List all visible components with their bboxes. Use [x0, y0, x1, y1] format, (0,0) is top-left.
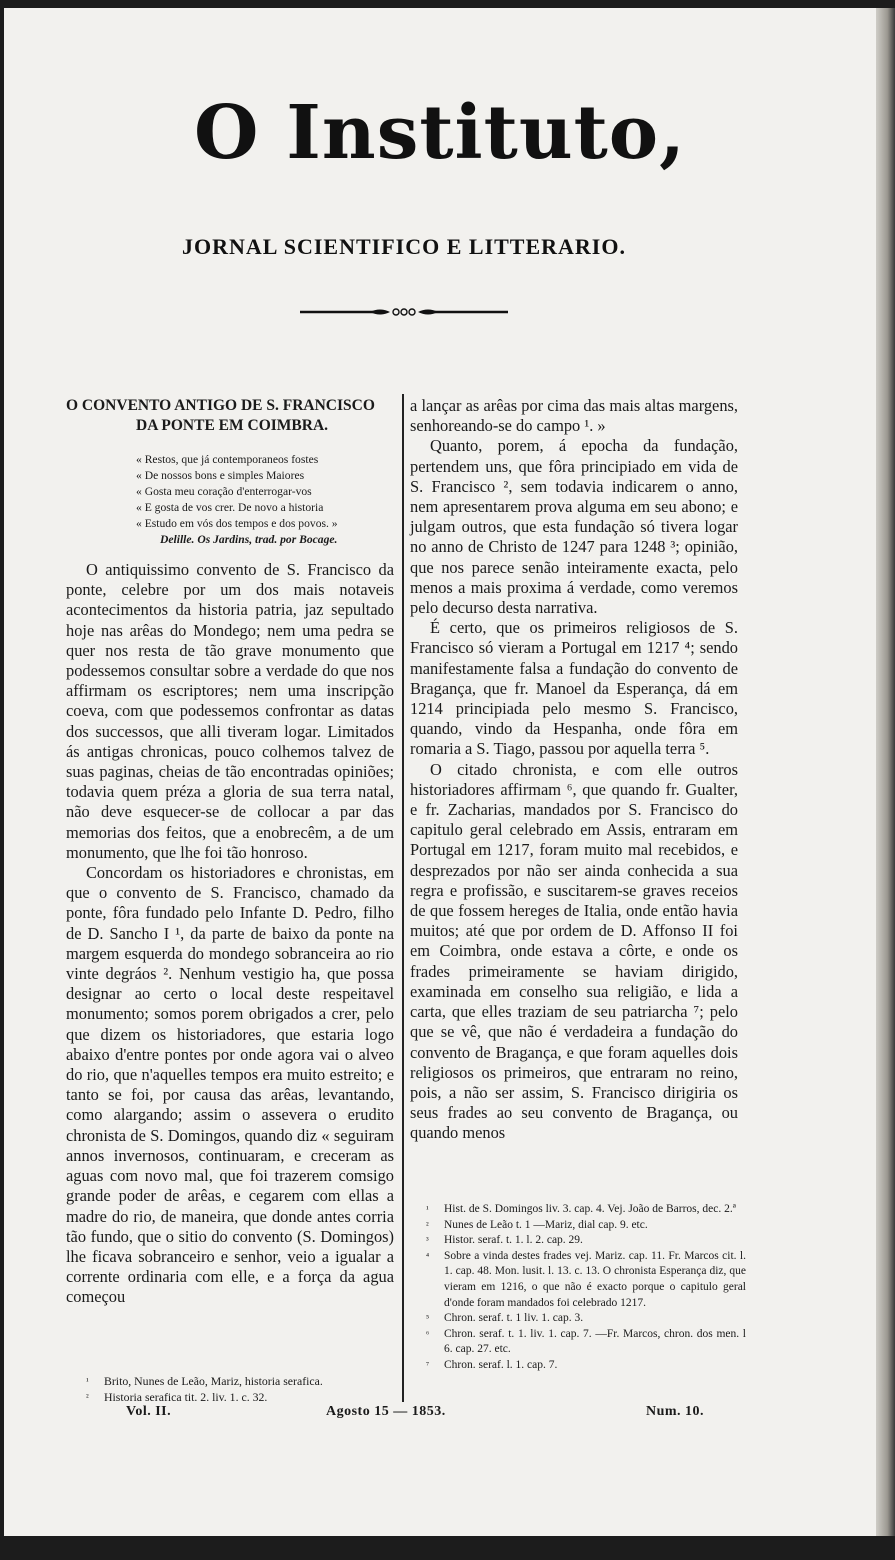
paragraph: Quanto, porem, á epocha da fundação, pertendem uns, que fôra principiado em vida de S. Francisco ², sem todavia indicarem o anno, nem apresentarem prova alguma em seu abono; e julgam outros, que esta fundação só tivera logar no anno de Christo de 1247 para 1248 ³; opinião, que nos parece senão inteiramente exacta, pelo menos a mais proxima á verdade, como veremos pelo decurso desta narrativa. — [410, 436, 738, 618]
footnote-text: Hist. de S. Domingos liv. 3. cap. 4. Vej. João de Barros, dec. 2.ª — [444, 1203, 736, 1215]
footnote — [426, 1202, 746, 1218]
epigraph-attribution: Delille. Os Jardins, trad. por Bocage. — [160, 533, 338, 546]
footnote — [426, 1358, 746, 1374]
footnote — [426, 1327, 746, 1358]
paragraph: Concordam os historiadores e chronistas, em que o convento de S. Francisco, chamado da ponte, fôra fundado pelo Infante D. Pedro, filho de D. Sancho I ¹, da parte de baixo da ponte na margem esquerda do mondego sobranceira ao rio vinte degráos ². Nenhum vestigio ha, que possa designar ao certo o local deste respeitavel monumento; somos porem obrigados a crer, pelo que dizem os historiadores, que estaria logo abaixo d'entre pontes por onde agora vai o alveo do rio, que n'aquelles tempos era muito estreito; e tanto se foi, por causa das arêas, levantando, como alargando; assim o assevera o erudito chronista de S. Domingos, quando diz « seguiram annos invernosos, continuaram, e creceram as aguas com novo mal, que foi trazerem comsigo grande poder de arêas, e cegarem com ellas a madre do rio, de maneira, que donde antes corria tão fundo, que o sitio do convento (S. Domingos) lhe ficava sobranceiro e senhor, veio a igualar a corrente ordinaria com elle, e a força da agua começou — [66, 863, 394, 1307]
footnote-text: Nunes de Leão t. 1 —Mariz, dial cap. 9. etc. — [444, 1218, 648, 1231]
column-rule — [402, 394, 404, 1402]
footnote — [86, 1374, 406, 1390]
footnote-number: ² — [86, 1391, 89, 1402]
article-title — [66, 396, 394, 436]
footnote-number: ⁶ — [426, 1328, 430, 1339]
footnote-number: ⁵ — [426, 1313, 430, 1324]
epigraph-line: « E gosta de vos crer. De novo a historia — [136, 501, 324, 514]
footnote-number: ⁴ — [426, 1250, 430, 1261]
footnotes-right — [426, 1202, 746, 1374]
footnote-number: ¹ — [426, 1204, 429, 1214]
footnote-text: Sobre a vinda destes frades vej. Mariz. cap. 11. Fr. Marcos cit. l. 1. cap. 48. Mon. lusit. l. 13. c. 13. O chronista Esperança diz, que vieram em 1216, o que não é exacto porque o capitulo geral d'onde foram mandados foi celebrado 1217. — [444, 1249, 746, 1309]
ornament-divider-icon — [300, 306, 508, 318]
epigraph-line: « Estudo em vós dos tempos e dos povos. » — [136, 517, 338, 530]
footnote-number: ¹ — [86, 1376, 89, 1386]
paragraph: É certo, que os primeiros religiosos de S. Francisco só vieram a Portugal em 1217 ⁴; sendo manifestamente falsa a fundação do convento de Bragança, que fr. Manoel da Esperança, dá em 1214 principiada pelo mesmo S. Francisco, quando, vindo da Hespanha, onde fôra em romaria a S. Tiago, passou por aquella terra ⁵. — [410, 618, 738, 759]
footnote — [426, 1311, 746, 1327]
footnote-text: Chron. seraf. t. 1 liv. 1. cap. 3. — [444, 1312, 584, 1325]
masthead-subtitle: JORNAL SCIENTIFICO E LITTERARIO. — [182, 234, 626, 259]
footnote-number: ³ — [426, 1235, 429, 1246]
footnote-text: Brito, Nunes de Leão, Mariz, historia serafica. — [104, 1374, 323, 1388]
paragraph: O citado chronista, e com elle outros historiadores affirmam ⁶, que quando fr. Gualter, e fr. Zacharias, mandados por S. Francisco do capitulo geral celebrado em Assis, entraram em Portugal em 1217, foram muito mal recebidos, e desprezados por não ser ainda conhecida a sua regra e profissão, e suscitarem-se graves receios de que fossem hereges de Italia, onde então havia muitos; até que por ordem de D. Affonso II foi em Coimbra, onde estava a côrte, e onde os frades primeiramente se haviam dirigido, examinada em conselho sua religião, e lida a carta, que elles traziam de seu patriarcha ⁷; pelo que se vê, que não é verdadeira a fundação do convento de Bragança, e que foram aquelles dois religiosos os primeiros, que entraram no reino, pois, a não ser assim, S. Francisco dirigiria os seus frades ao seu convento de Bragança, ou quando menos — [410, 759, 738, 1143]
right-column — [410, 396, 738, 1144]
book-spine — [876, 8, 895, 1536]
epigraph-line: « Gosta meu coração d'enterrogar-vos — [136, 485, 312, 498]
left-column — [66, 396, 394, 1308]
footnote-text: Historia serafica tit. 2. liv. 1. c. 32. — [104, 1389, 268, 1404]
newspaper-page — [4, 8, 876, 1536]
epigraph-line: « De nossos bons e simples Maiores — [136, 469, 305, 482]
epigraph — [66, 452, 394, 548]
footnote-text: Histor. seraf. t. 1. l. 2. cap. 29. — [444, 1234, 583, 1247]
footer-number: Num. 10. — [646, 1404, 705, 1419]
footnote — [426, 1249, 746, 1311]
footer-date: Agosto 15 — 1853. — [326, 1404, 446, 1419]
paragraph: O antiquissimo convento de S. Francisco da ponte, celebre por um dos mais notaveis acontecimentos da historia patria, jaz sepultado hoje nas arêas do Mondego; nem uma pedra se quer nos resta de tão grave monumento que podessemos consultar sobre a verdade do que nos affirmam os escriptores; nem uma inscripção coeva, com que podessemos confrontar as datas dos successos, que alli tiveram logar. Limitados ás antigas chronicas, pouco colhemos talvez de suas paginas, cheias de tão encontradas opiniões; todavia quem préza a gloria de sua terra natal, não deve esquecer-se de collocar a par das memorias dos feitos, que a enobrecêm, a de um monumento, que lhe foi tão honroso. — [66, 560, 394, 862]
footnote-number: ⁷ — [426, 1359, 430, 1370]
footnotes-left — [86, 1374, 406, 1405]
footnote-number: ² — [426, 1219, 429, 1230]
footnote — [426, 1233, 746, 1249]
footnote-text: Chron. seraf. l. 1. cap. 7. — [444, 1358, 558, 1371]
article-title-line2: DA PONTE EM COIMBRA. — [136, 417, 329, 434]
footnote — [86, 1390, 406, 1406]
masthead-title: O Instituto, — [194, 90, 686, 176]
epigraph-line: « Restos, que já contemporaneos fostes — [136, 453, 319, 466]
footer-volume: Vol. II. — [126, 1404, 172, 1419]
footnote-text: Chron. seraf. t. 1. liv. 1. cap. 7. —Fr. Marcos, chron. dos men. l 6. cap. 27. etc. — [444, 1327, 746, 1356]
paragraph: a lançar as arêas por cima das mais altas margens, senhoreando-se do campo ¹. » — [410, 396, 738, 436]
footnote — [426, 1218, 746, 1234]
article-title-line1: O CONVENTO ANTIGO DE S. FRANCISCO — [66, 397, 375, 414]
